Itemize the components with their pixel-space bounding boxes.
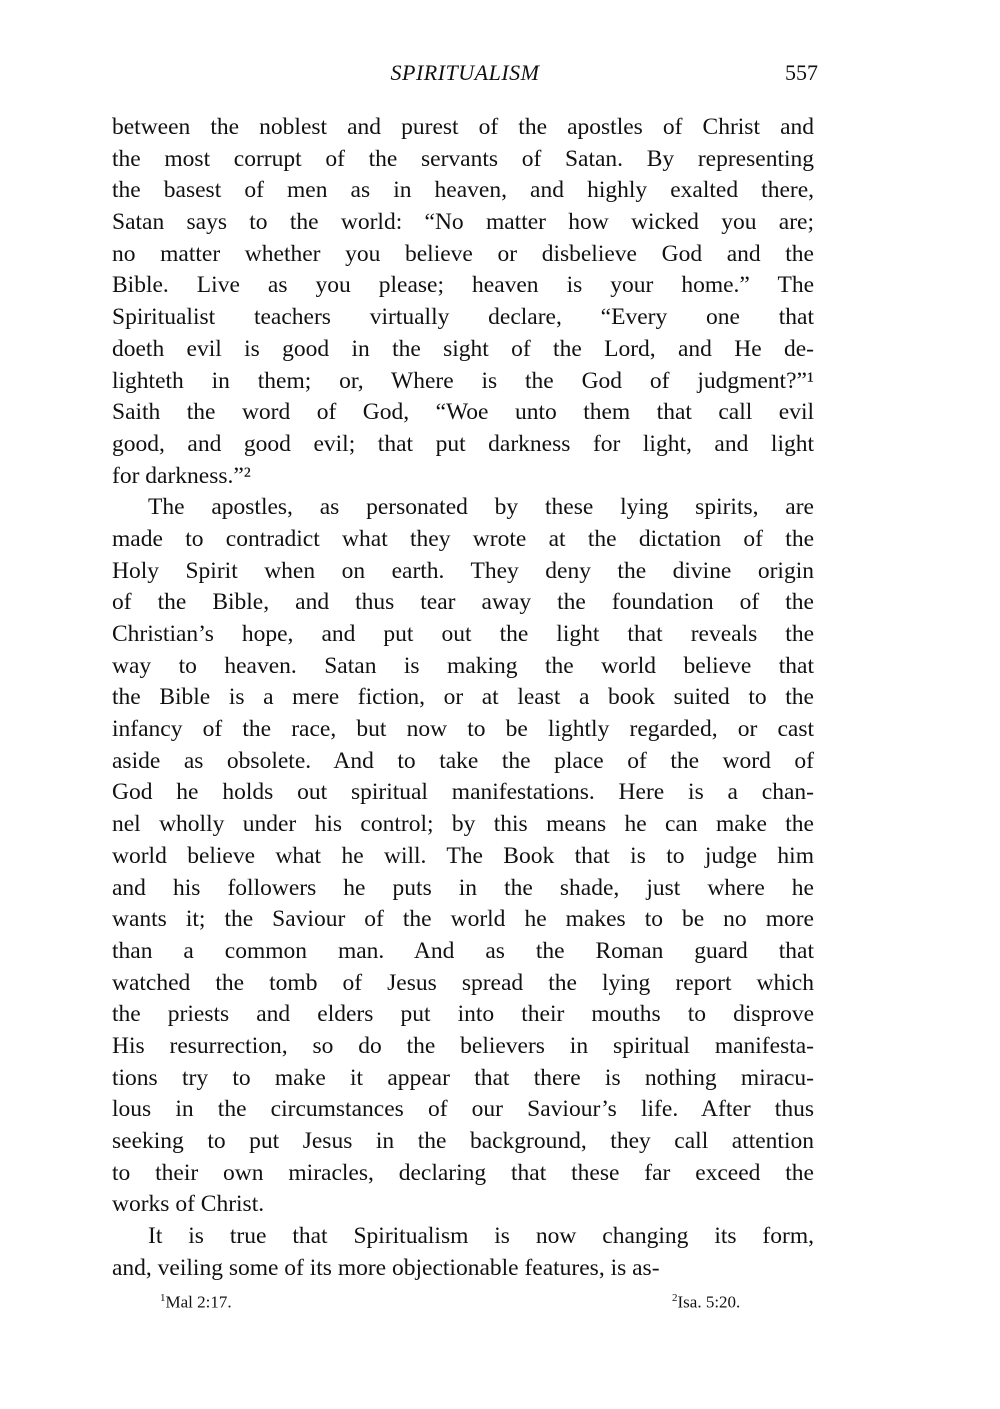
text-line: works of Christ. <box>112 1191 265 1218</box>
paragraph <box>112 112 814 492</box>
text-line: lous in the circumstances of our Saviour’s life. After thus <box>112 1096 814 1123</box>
text-line: of the Bible, and thus tear away the foundation of the <box>112 589 814 616</box>
body-text <box>112 112 814 1284</box>
text-line: It is true that Spiritualism is now changing its form, <box>148 1223 814 1250</box>
running-title: SPIRITUALISM <box>390 60 540 85</box>
text-line: world believe what he will. The Book that is to judge him <box>112 842 814 869</box>
text-line: Spiritualist teachers virtually declare, “Every one that <box>112 304 814 331</box>
text-line: to their own miracles, declaring that these far exceed the <box>112 1159 814 1186</box>
footnote-text: Mal 2:17. <box>165 1292 232 1312</box>
footnote-1 <box>160 1292 232 1313</box>
text-line: tions try to make it appear that there is nothing miracu- <box>112 1064 814 1091</box>
text-line: and, veiling some of its more objectionable features, is as- <box>112 1254 660 1281</box>
text-line: between the noblest and purest of the apostles of Christ and <box>112 114 814 140</box>
text-line: way to heaven. Satan is making the world believe that <box>112 652 814 679</box>
text-line: the most corrupt of the servants of Satan. By representing <box>112 145 814 172</box>
text-line: for darkness.”² <box>112 462 251 489</box>
text-line: Saith the word of God, “Woe unto them that call evil <box>112 399 814 426</box>
text-line: made to contradict what they wrote at the dictation of the <box>112 525 814 552</box>
text-line: Satan says to the world: “No matter how wicked you are; <box>112 209 814 236</box>
text-line: wants it; the Saviour of the world he makes to be no more <box>112 906 814 933</box>
footnote-2 <box>672 1292 740 1313</box>
text-line: lighteth in them; or, Where is the God of judgment?”¹ <box>112 367 814 394</box>
text-line: The apostles, as personated by these lying spirits, are <box>148 494 814 521</box>
text-line: Christian’s hope, and put out the light that reveals the <box>112 621 814 647</box>
text-line: Bible. Live as you please; heaven is your home.” The <box>112 272 814 299</box>
text-line: God he holds out spiritual manifestations. Here is a chan- <box>112 779 814 806</box>
page-number: 557 <box>785 60 818 85</box>
text-line: the Bible is a mere fiction, or at least a book suited to the <box>112 684 814 711</box>
text-line: His resurrection, so do the believers in spiritual manifesta- <box>112 1032 814 1059</box>
footnote-text: Isa. 5:20. <box>677 1292 741 1312</box>
footnote-marker: 1 <box>160 1292 166 1304</box>
text-line: the basest of men as in heaven, and highly exalted there, <box>112 177 814 204</box>
text-line: good, and good evil; that put darkness for light, and light <box>112 430 814 457</box>
text-line: than a common man. And as the Roman guard that <box>112 937 814 964</box>
paragraph <box>112 492 814 1221</box>
text-line: nel wholly under his control; by this means he can make the <box>112 811 814 838</box>
page-header <box>112 60 818 92</box>
paragraph <box>112 1221 814 1284</box>
text-line: Holy Spirit when on earth. They deny the divine origin <box>112 557 814 584</box>
text-line: infancy of the race, but now to be lightly regarded, or cast <box>112 716 814 743</box>
footnote-marker: 2 <box>672 1292 678 1304</box>
text-line: aside as obsolete. And to take the place of the word of <box>112 747 814 774</box>
text-line: doeth evil is good in the sight of the Lord, and He de- <box>112 335 814 362</box>
text-line: no matter whether you believe or disbelieve God and the <box>112 240 814 267</box>
text-line: and his followers he puts in the shade, just where he <box>112 874 814 901</box>
footnotes <box>112 1292 814 1318</box>
text-line: the priests and elders put into their mouths to disprove <box>112 1001 814 1028</box>
text-line: watched the tomb of Jesus spread the lying report which <box>112 969 814 996</box>
text-line: seeking to put Jesus in the background, they call attention <box>112 1128 814 1154</box>
